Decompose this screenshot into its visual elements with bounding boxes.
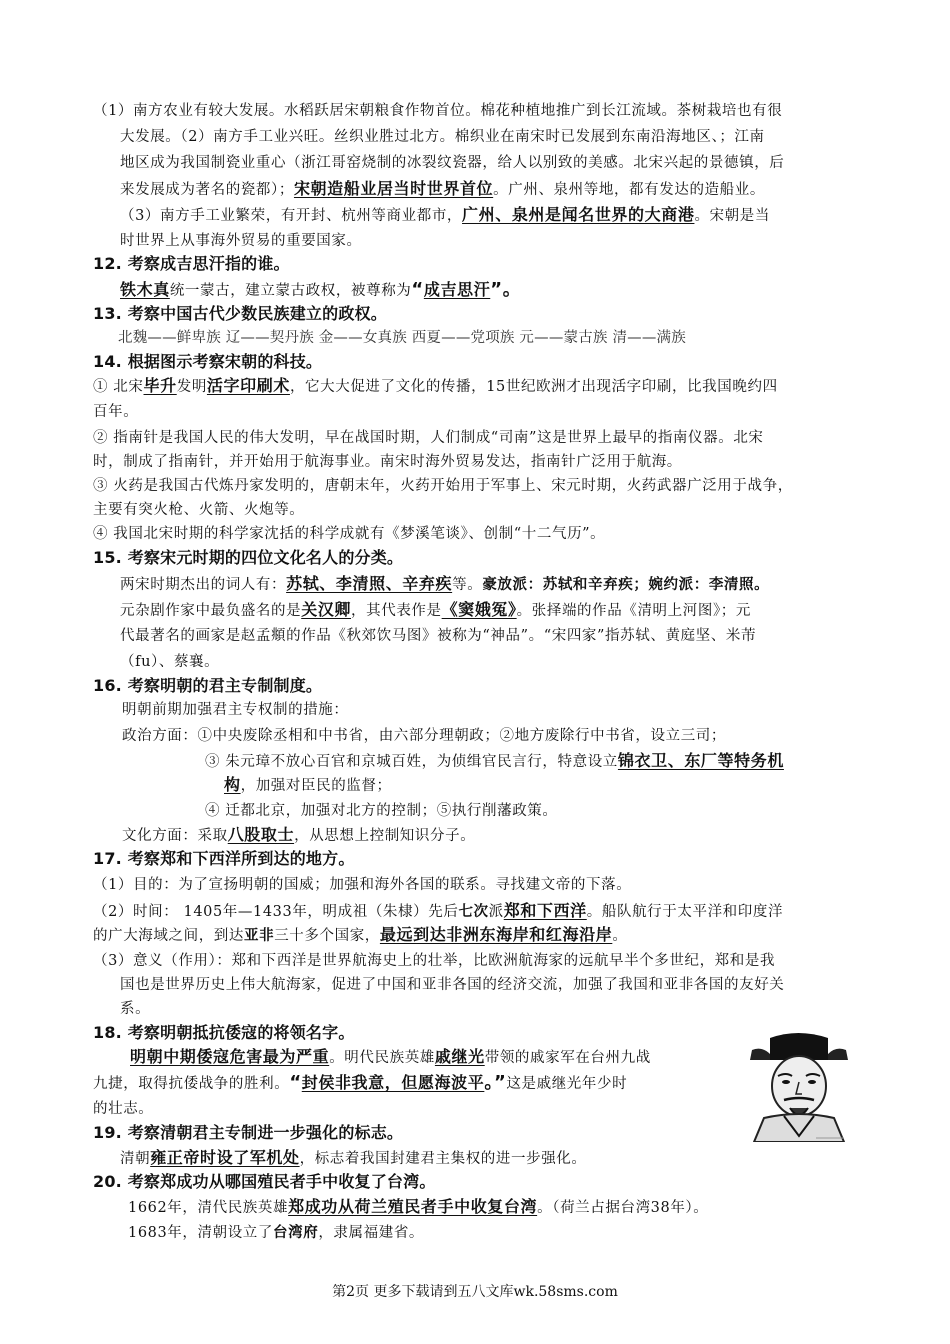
s16-heading: 16. 考察明朝的君主专制制度。 [93, 676, 323, 695]
s14-item-2-cont: 时，制成了指南针，并开始用于航海事业。南宋时海外贸易发达，指南针广泛用于航海。 [93, 454, 682, 470]
s16-culture: 文化方面：采取八股取士，从思想上控制知识分子。 [122, 825, 476, 844]
s14-item-1: ① 北宋毕升发明活字印刷术，它大大促进了文化的传播，15世纪欧洲才出现活字印刷，比我国晚约四 [93, 376, 778, 395]
s11-line-5: （3）南方手工业繁荣，有开封、杭州等商业都市，广州、泉州是闻名世界的大商港。宋朝是当 [120, 205, 770, 224]
s15-line-2: 元杂剧作家中最负盛名的是关汉卿，其代表作是《窦娥冤》。张择端的作品《清明上河图》；元 [120, 600, 751, 619]
s20-line-1: 1662年，清代民族英雄郑成功从荷兰殖民者手中收复台湾。（荷兰占据台湾38年）。 [128, 1197, 709, 1216]
s16-politics-2-cont: 构，加强对臣民的监督； [224, 775, 392, 794]
page-footer: 第2页 更多下载请到五八文库wk.58sms.com [332, 1284, 618, 1300]
s13-heading: 13. 考察中国古代少数民族建立的政权。 [93, 304, 387, 323]
s15-line-1: 两宋时期杰出的词人有：苏轼、李清照、辛弃疾等。豪放派：苏轼和辛弃疾；婉约派：李清照。 [120, 574, 770, 593]
s14-item-1-cont: 百年。 [93, 404, 139, 420]
s11-line-2: 大发展。（2）南方手工业兴旺。丝织业胜过北方。棉织业在南宋时已发展到东南沿海地区、；江南 [120, 129, 765, 145]
s14-item-4: ④ 我国北宋时期的科学家沈括的科学成就有《梦溪笔谈》、创制“十二气历”。 [93, 526, 606, 542]
s16-politics-1: 政治方面：①中央废除丞相和中书省，由六部分理朝政；②地方废除行中书省，设立三司； [122, 728, 726, 744]
s17-heading: 17. 考察郑和下西洋所到达的地方。 [93, 849, 355, 868]
ports-highlight: 广州、泉州是闻名世界的大商港 [462, 205, 695, 224]
s11-line-1: （1）南方农业有较大发展。水稻跃居宋朝粮食作物首位。棉花种植地推广到长江流域。茶树栽培也有很 [93, 103, 783, 119]
s12-body: 铁木真统一蒙古，建立蒙古政权，被尊称为“成吉思汗”。 [120, 279, 522, 300]
s18-line-1: 明朝中期倭寇危害最为严重。明代民族英雄戚继光带领的戚家军在台州九战 [130, 1047, 651, 1066]
s19-body: 清朝雍正帝时设了军机处，标志着我国封建君主集权的进一步强化。 [120, 1148, 587, 1167]
qi-jiguang-portrait [740, 1030, 858, 1142]
s18-heading: 18. 考察明朝抵抗倭寇的将领名字。 [93, 1023, 355, 1042]
s20-heading: 20. 考察郑成功从哪国殖民者手中收复了台湾。 [93, 1172, 436, 1191]
s20-line-2: 1683年，清朝设立了台湾府，隶属福建省。 [128, 1225, 425, 1241]
s14-heading: 14. 根据图示考察宋朝的科技。 [93, 352, 323, 371]
s17-time-cont: 的广大海域之间，到达亚非三十多个国家，最远到达非洲东海岸和红海沿岸。 [93, 925, 628, 944]
s17-meaning-end: 系。 [120, 1001, 151, 1017]
s11-line-4: 来发展成为著名的瓷都）；宋朝造船业居当时世界首位。广州、泉州等地，都有发达的造船业。 [120, 179, 765, 198]
s17-purpose: （1）目的：为了宣扬明朝的国威；加强和海外各国的联系。寻找建文帝的下落。 [93, 877, 632, 893]
s16-politics-2: ③ 朱元璋不放心百官和京城百姓，为侦缉官民言行，特意设立锦衣卫、东厂等特务机 [205, 751, 784, 770]
s15-heading: 15. 考察宋元时期的四位文化名人的分类。 [93, 548, 404, 567]
s11-line-6: 时世界上从事海外贸易的重要国家。 [120, 233, 362, 249]
s14-item-3-cont: 主要有突火枪、火箭、火炮等。 [93, 502, 305, 518]
s15-line-4: （fu）、蔡襄。 [120, 654, 220, 670]
s16-intro: 明朝前期加强君主专权制的措施： [122, 702, 349, 718]
s15-line-3: 代最著名的画家是赵孟頫的作品《秋郊饮马图》被称为“神品”。“宋四家”指苏轼、黄庭坚、米芾 [120, 628, 757, 644]
s18-line-2: 九捷，取得抗倭战争的胜利。“封侯非我意，但愿海波平。”这是戚继光年少时 [93, 1072, 628, 1093]
s18-line-3: 的壮志。 [93, 1101, 154, 1117]
s13-body: 北魏——鲜卑族 辽——契丹族 金——女真族 西夏——党项族 元——蒙古族 清——满族 [118, 330, 686, 346]
s17-time: （2）时间： 1405年—1433年，明成祖（朱棣）先后七次派郑和下西洋。船队航行于太平洋和印度洋 [93, 901, 784, 920]
s14-item-3: ③ 火药是我国古代炼丹家发明的，唐朝末年，火药开始用于军事上、宋元时期，火药武器广泛用于战争， [93, 478, 793, 494]
s19-heading: 19. 考察清朝君主专制进一步强化的标志。 [93, 1123, 404, 1142]
shipbuilding-highlight: 宋朝造船业居当时世界首位 [293, 179, 494, 198]
s17-meaning: （3）意义（作用）：郑和下西洋是世界航海史上的壮举，比欧洲航海家的远航早半个多世纪，郑和是我 [93, 953, 776, 969]
s14-item-2: ② 指南针是我国人民的伟大发明，早在战国时期，人们制成“司南”这是世界上最早的指南仪器。北宋 [93, 430, 764, 446]
s11-line-3: 地区成为我国制瓷业重心（浙江哥窑烧制的冰裂纹瓷器，给人以别致的美感。北宋兴起的景德镇，后 [120, 155, 785, 171]
s12-heading: 12. 考察成吉思汗指的谁。 [93, 254, 290, 273]
s16-politics-3: ④ 迁都北京，加强对北方的控制；⑤执行削藩政策。 [205, 803, 558, 819]
s17-meaning-cont: 国也是世界历史上伟大航海家，促进了中国和亚非各国的经济交流，加强了我国和亚非各国的友好关 [120, 977, 785, 993]
